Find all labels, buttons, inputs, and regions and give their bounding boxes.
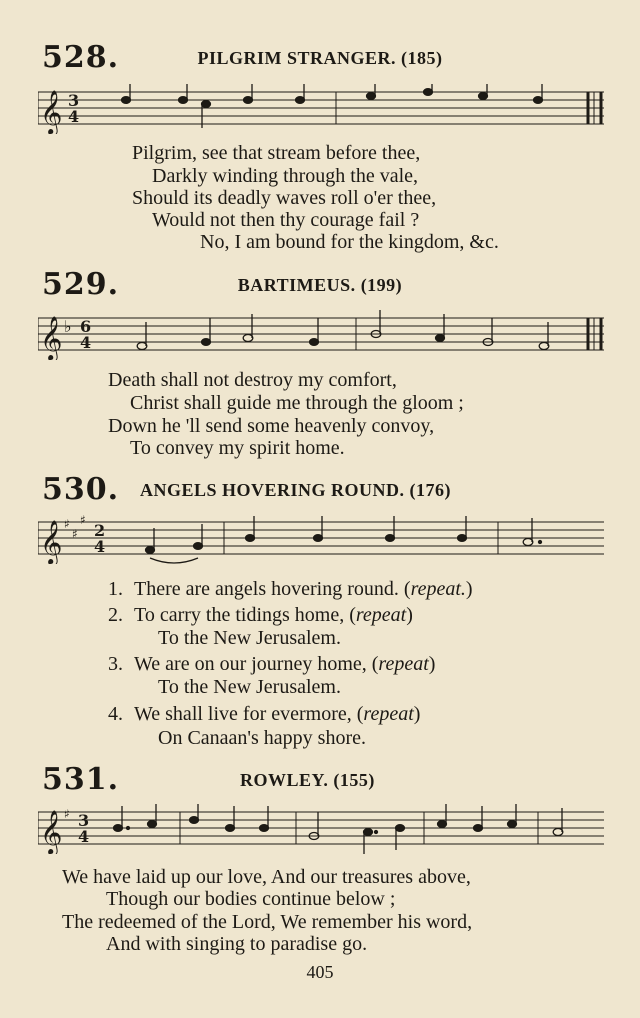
hymn-header [0,40,640,76]
hymn-title-text: ANGELS HOVERING ROUND. [140,480,405,500]
sharp-icon: ♯ [64,517,70,531]
verse-line: And with singing to paradise go. [106,933,368,955]
hymn-title [240,770,375,791]
music-staff [38,84,604,134]
stanza-line: To the New Jerusalem. [158,627,341,649]
svg-text:4: 4 [94,537,106,556]
sharp-icon: ♯ [72,527,78,541]
tune-reference: (185) [401,48,443,68]
treble-clef-icon: 𝄞 [40,810,63,854]
hymn-title [0,48,640,69]
verse-line: To convey my spirit home. [130,437,345,459]
music-staff [38,804,604,854]
verse-line: Would not then thy courage fail ? [152,209,420,231]
hymn-number: 530. [42,472,120,507]
music-staff [38,310,604,360]
svg-text:6: 6 [80,317,92,336]
verse-line: Christ shall guide me through the gloom ; [130,392,464,414]
sharp-icon: ♯ [64,807,70,821]
stanza-line: To the New Jerusalem. [158,676,341,698]
verse-line: Should its deadly waves roll o'er thee, [132,187,437,209]
verse-line: Pilgrim, see that stream before thee, [132,142,421,164]
hymn-title [0,275,640,296]
tune-reference: (176) [409,480,452,500]
stanza-line: 3. We are on our journey home, (repeat) [108,653,436,675]
hymn-header [0,762,640,798]
flat-icon: ♭ [64,317,72,336]
stanza-line: On Canaan's happy shore. [158,727,366,749]
hymn-header [0,472,640,508]
svg-text:3: 3 [68,91,80,110]
svg-text:4: 4 [78,827,90,846]
verse-line: Though our bodies continue below ; [106,888,396,910]
verse-line: Death shall not destroy my comfort, [108,369,397,391]
stanza-line: 1. There are angels hovering round. (repeat.) [108,578,473,600]
verse-line: Darkly winding through the vale, [152,165,419,187]
svg-text:4: 4 [80,333,92,352]
hymn-number: 529. [42,267,120,302]
svg-text:2: 2 [94,521,106,540]
treble-clef-icon: 𝄞 [40,90,63,134]
stanza-line: 4. We shall live for evermore, (repeat) [108,703,421,725]
hymn-title-text: ROWLEY. [240,770,329,790]
hymn-number: 528. [42,40,120,75]
hymn-header [0,267,640,303]
svg-text:3: 3 [78,811,90,830]
hymn-number: 531. [42,762,120,797]
verse-line: Down he 'll send some heavenly convoy, [108,415,435,437]
treble-clef-icon: 𝄞 [40,316,63,360]
svg-text:4: 4 [68,107,80,126]
treble-clef-icon: 𝄞 [40,520,63,564]
tune-reference: (199) [360,275,403,295]
verse-line: We have laid up our love, And our treasures above, [62,866,471,888]
stanza-line: 2. To carry the tidings home, (repeat) [108,604,413,626]
hymn-title-text: BARTIMEUS. [237,275,356,295]
hymn-title [140,480,451,501]
verse-line: The redeemed of the Lord, We remember his word, [62,911,473,933]
page-number: 405 [306,962,334,982]
verse-line: No, I am bound for the kingdom, &c. [200,231,499,253]
tune-reference: (155) [333,770,375,790]
sharp-icon: ♯ [80,514,86,527]
music-staff [38,514,604,564]
hymn-title-text: PILGRIM STRANGER. [197,48,397,68]
